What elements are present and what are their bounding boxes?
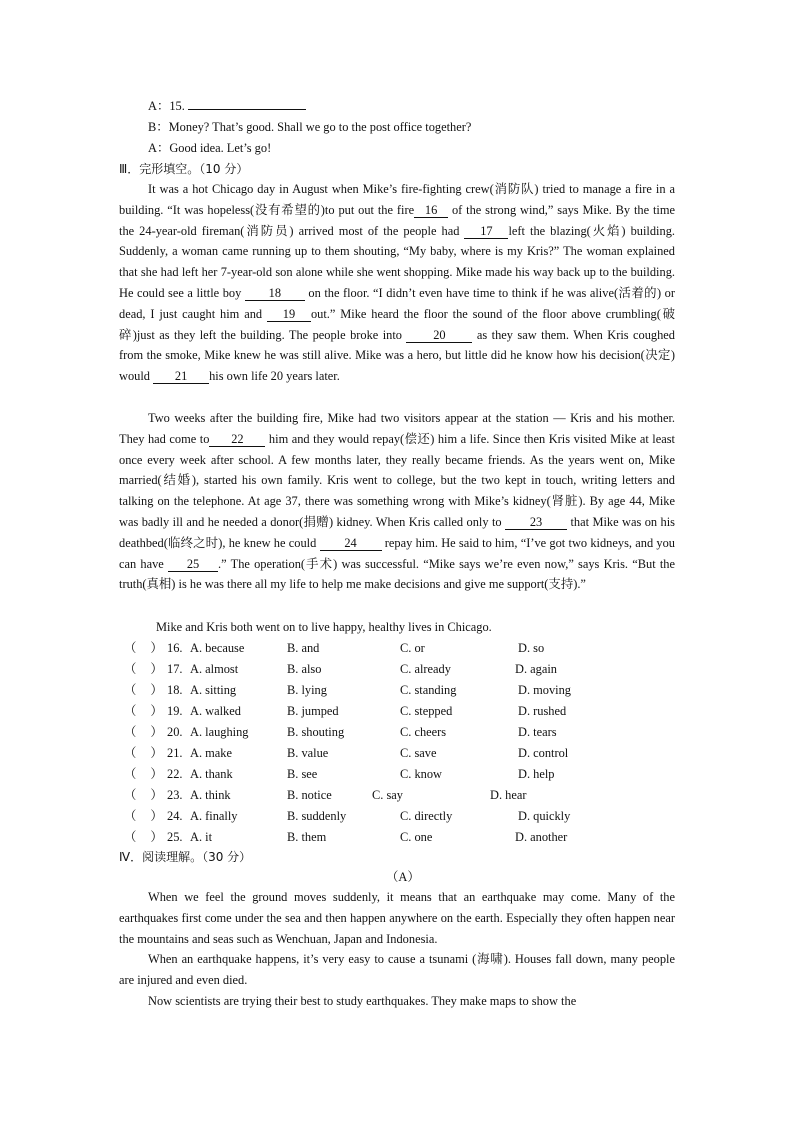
- option-d[interactable]: D. again: [515, 662, 557, 676]
- option-b[interactable]: B. them: [287, 830, 327, 844]
- question-number: 25.: [167, 830, 183, 844]
- option-b[interactable]: B. see: [287, 767, 318, 781]
- question-row: [124, 746, 163, 761]
- answer-paren[interactable]: （ ）: [124, 662, 163, 676]
- answer-paren[interactable]: （ ）: [124, 767, 163, 781]
- option-d[interactable]: D. tears: [518, 725, 557, 739]
- cloze-blank-19[interactable]: 19: [267, 308, 311, 322]
- cloze-paragraph-2: Two weeks after the building fire, Mike had two visitors appear at the station — Kris and his mother. They had come to 22 him and they would repay(偿还) him a life. Since then Kris visited Mike at least once every week after school. A few months later, they really became friends. As the years went on, Mike married(结婚), started his own family. Kris went to college, but the two kept in touch, writing letters and talking on the telephone. At age 37, there was something wrong with Mike’s kidney(肾脏). By age 44, Mike was badly ill and he needed a donor(捐赠) kidney. When Kris called only to 23 that Mike was on his deathbed(临终之时), he knew he could 24 repay him. He said to him, “I’ve got two kidneys, and you can have 25 .” The operation(手术) was successful. “Mike says we’re even now,” says Kris. “But the truth(真相) is he was there all my life to help me make decisions and give me support(支持).”: [119, 411, 675, 592]
- option-c[interactable]: C. stepped: [400, 704, 453, 718]
- option-a[interactable]: A. think: [190, 788, 231, 802]
- option-c[interactable]: C. cheers: [400, 725, 447, 739]
- section-3-title: Ⅲ．完形填空。（10 分）: [119, 162, 249, 176]
- option-b[interactable]: B. jumped: [287, 704, 339, 718]
- option-d[interactable]: D. control: [518, 746, 569, 760]
- question-number: 17.: [167, 662, 183, 676]
- cloze-blank-23[interactable]: 23: [505, 516, 567, 530]
- question-row: [124, 704, 163, 719]
- question-number: 24.: [167, 809, 183, 823]
- option-d[interactable]: D. moving: [518, 683, 572, 697]
- option-b[interactable]: B. suddenly: [287, 809, 347, 823]
- answer-paren[interactable]: （ ）: [124, 830, 163, 844]
- option-c[interactable]: C. standing: [400, 683, 457, 697]
- option-c[interactable]: C. know: [400, 767, 442, 781]
- option-d[interactable]: D. help: [518, 767, 555, 781]
- option-b[interactable]: B. lying: [287, 683, 327, 697]
- option-a[interactable]: A. almost: [190, 662, 239, 676]
- answer-paren[interactable]: （ ）: [124, 683, 163, 697]
- option-c[interactable]: C. one: [400, 830, 433, 844]
- question-number: 22.: [167, 767, 183, 781]
- option-d[interactable]: D. rushed: [518, 704, 567, 718]
- cloze-blank-20[interactable]: 20: [406, 329, 472, 343]
- answer-paren[interactable]: （ ）: [124, 641, 163, 655]
- dialogue-line-2: B：Money? That’s good. Shall we go to the post office together?: [148, 120, 472, 134]
- question-number: 19.: [167, 704, 183, 718]
- option-d[interactable]: D. so: [518, 641, 545, 655]
- question-number: 21.: [167, 746, 183, 760]
- cloze-blank-25[interactable]: 25: [168, 558, 218, 572]
- cloze-blank-21[interactable]: 21: [153, 370, 209, 384]
- question-row: [124, 830, 163, 845]
- answer-blank-15[interactable]: [188, 109, 306, 110]
- answer-paren[interactable]: （ ）: [124, 725, 163, 739]
- question-row: [124, 809, 163, 824]
- option-c[interactable]: C. save: [400, 746, 437, 760]
- option-a[interactable]: A. sitting: [190, 683, 237, 697]
- cloze-blank-22[interactable]: 22: [209, 433, 265, 447]
- answer-paren[interactable]: （ ）: [124, 704, 163, 718]
- question-number: 16.: [167, 641, 183, 655]
- dialogue-line-3: A：Good idea. Let’s go!: [148, 141, 272, 155]
- reading-paragraph-1: When we feel the ground moves suddenly, it means that an earthquake may come. Many of the earthquakes first come under the sea and then happen anywhere on the earth. Especially they often happen near the mountains and seas such as Wenchuan, Japan and Indonesia.: [119, 890, 675, 946]
- question-row: [124, 725, 163, 740]
- option-a[interactable]: A. it: [190, 830, 213, 844]
- question-row: [124, 641, 163, 656]
- option-c[interactable]: C. already: [400, 662, 451, 676]
- cloze-blank-18[interactable]: 18: [245, 287, 305, 301]
- answer-paren[interactable]: （ ）: [124, 746, 163, 760]
- question-number: 18.: [167, 683, 183, 697]
- answer-paren[interactable]: （ ）: [124, 788, 163, 802]
- option-a[interactable]: A. walked: [190, 704, 241, 718]
- question-number: 23.: [167, 788, 183, 802]
- option-b[interactable]: B. shouting: [287, 725, 345, 739]
- question-row: [124, 662, 163, 677]
- option-b[interactable]: B. value: [287, 746, 329, 760]
- section-4-title: Ⅳ．阅读理解。（30 分）: [119, 850, 252, 864]
- option-a[interactable]: A. laughing: [190, 725, 249, 739]
- option-d[interactable]: D. quickly: [518, 809, 571, 823]
- option-a[interactable]: A. make: [190, 746, 232, 760]
- option-c[interactable]: C. or: [400, 641, 425, 655]
- option-d[interactable]: D. another: [515, 830, 568, 844]
- answer-paren[interactable]: （ ）: [124, 809, 163, 823]
- option-b[interactable]: B. notice: [287, 788, 332, 802]
- option-c[interactable]: C. directly: [400, 809, 453, 823]
- question-row: [124, 683, 163, 698]
- question-row: [124, 767, 163, 782]
- option-c[interactable]: C. say: [372, 788, 403, 802]
- option-a[interactable]: A. thank: [190, 767, 233, 781]
- passage-a-label: （A）: [386, 870, 420, 884]
- option-b[interactable]: B. and: [287, 641, 320, 655]
- question-number: 20.: [167, 725, 183, 739]
- option-d[interactable]: D. hear: [490, 788, 527, 802]
- cloze-blank-17[interactable]: 17: [464, 225, 508, 239]
- cloze-paragraph-1: It was a hot Chicago day in August when Mike’s fire-fighting crew(消防队) tried to manage a fire in a building. “It was hopeless(没有希望的)to put out the fire 16 of the strong wind,” says Mike. By the time the 24-year-old fireman(消防员) arrived most of the people had 17 left the blazing(火焰) building. Suddenly, a woman came running up to them shouting, “My baby, where is my Kris?” The woman explained that she had left her 7-year-old son alone while she went shopping. Mike made his way back up to the building. He could see a little boy 18 on the floor. “I didn’t even have time to think if he was alive(活着的) or dead, I just caught him and 19 out.” Mike heard the floor the sound of the floor above crumbling(破碎)just as they left the building. The people broke into 20 as they saw them. When Kris coughed from the smoke, Mike knew he was still alive. Mike was a hero, but little did he know how his decision(决定) would 21 his own life 20 years later.: [119, 182, 676, 384]
- dialogue-line-1: A：15.: [148, 99, 306, 114]
- reading-paragraph-3: Now scientists are trying their best to study earthquakes. They make maps to show the: [148, 994, 577, 1008]
- question-row: [124, 788, 163, 803]
- option-a[interactable]: A. because: [190, 641, 245, 655]
- reading-paragraph-2: When an earthquake happens, it’s very easy to cause a tsunami (海啸). Houses fall down, many people are injured and even died.: [119, 952, 675, 987]
- cloze-blank-16[interactable]: 16: [414, 204, 448, 218]
- cloze-paragraph-3: Mike and Kris both went on to live happy, healthy lives in Chicago.: [156, 620, 492, 634]
- cloze-blank-24[interactable]: 24: [320, 537, 382, 551]
- option-a[interactable]: A. finally: [190, 809, 238, 823]
- option-b[interactable]: B. also: [287, 662, 322, 676]
